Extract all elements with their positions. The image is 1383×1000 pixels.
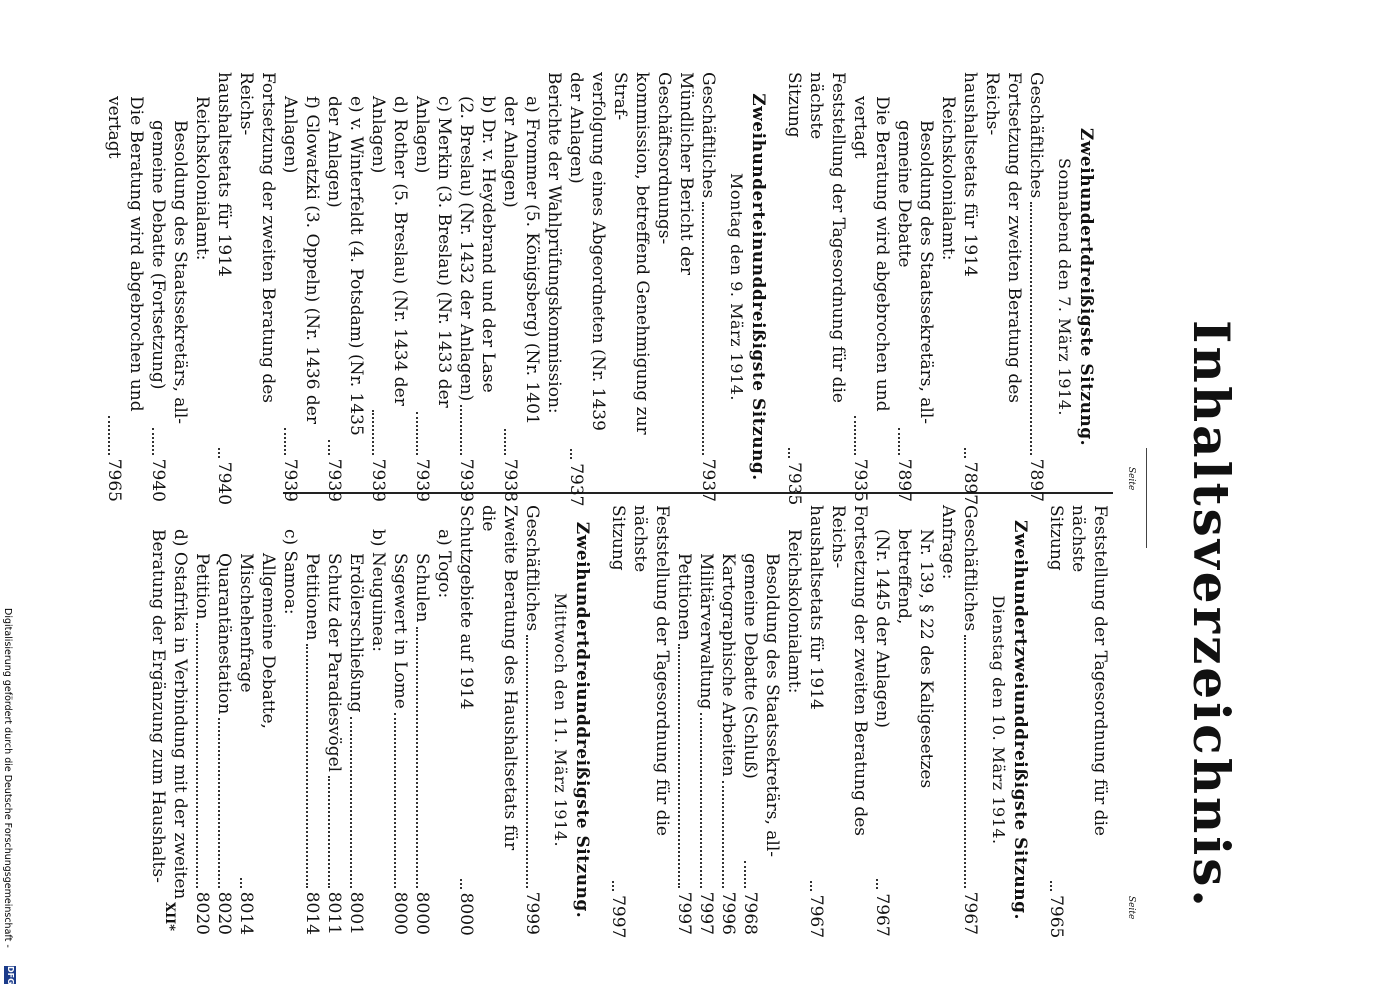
toc-entry-page: 8020 <box>192 891 212 935</box>
toc-entry-page: 8000 <box>456 892 476 936</box>
dot-leader <box>570 449 572 459</box>
toc-entry-label: Feststellung der Tagesordnung für die nächste Sitzung <box>1046 505 1110 836</box>
toc-entry-page: 7965 <box>1046 895 1066 939</box>
dot-leader <box>678 644 680 887</box>
dot-leader <box>108 416 110 455</box>
toc-entry <box>411 72 455 502</box>
toc-entry <box>411 505 433 935</box>
toc-entry <box>455 505 521 935</box>
toc-entry-label: b) Neuguinea: <box>368 529 388 652</box>
dot-leader <box>416 412 418 455</box>
dot-leader <box>526 635 528 888</box>
digitization-note: Digitalisierung gefördert durch die Deutsche Forschungsgemeinschaft - <box>2 608 13 948</box>
toc-entry-label: c) Samoa: <box>280 529 300 615</box>
toc-entry-label: e) v. Winterfeldt (4. Potsdam) (Nr. 1435 der Anlagen) <box>324 96 366 436</box>
left-column <box>103 72 1111 507</box>
toc-entry <box>191 505 213 935</box>
toc-entry-label: Reichskolonialamt: <box>938 96 958 261</box>
toc-entry-page: 7997 <box>696 891 716 935</box>
toc-entry-label: Fortsetzung der zweiten Beratung des Reichs- haushaltsetats für 1914 <box>806 505 870 837</box>
toc-entry-page: 7967 <box>960 891 980 935</box>
toc-entry-label: Petition <box>192 553 212 620</box>
toc-entry <box>103 72 147 502</box>
dot-leader <box>1050 881 1052 891</box>
session-section <box>1053 72 1097 502</box>
toc-entry-label: Geschäftliches <box>522 505 542 632</box>
toc-entry-label: Petitionen <box>302 553 322 641</box>
toc-entry <box>389 505 411 935</box>
toc-entry-label: Schulen <box>412 553 432 623</box>
dfg-logo: DFG <box>6 966 15 985</box>
toc-entry <box>717 505 739 935</box>
toc-entry-label: f) Glowatzki (3. Oppeln) (Nr. 1436 der Anlagen) <box>280 96 322 424</box>
toc-entry-label: Nr. 139, § 22 des Kaligesetzes betreffend, (Nr. 1445 der Anlagen) <box>872 529 936 789</box>
toc-entry <box>213 505 235 935</box>
toc-entry-label: Petitionen <box>674 553 694 641</box>
toc-entry-label: Zweite Beratung des Haushaltsetats für die Schutzgebiete auf 1914 <box>456 505 520 851</box>
dot-leader <box>218 718 220 887</box>
toc-entry-label: Fortsetzung der zweiten Beratung des Reichs- haushaltsetats für 1914 <box>960 72 1024 404</box>
toc-entry-page: 8011 <box>324 891 344 935</box>
dot-leader <box>744 861 746 888</box>
toc-entry-page: 7939 <box>280 458 300 502</box>
toc-entry <box>673 505 695 935</box>
toc-entry-label: Die Beratung wird abgebrochen und vertagt <box>104 96 146 412</box>
session-heading: Zweihundertzweiunddreißigste Sitzung. <box>1010 520 1030 920</box>
session-date: Sonnabend den 7. März 1914. <box>1055 158 1074 416</box>
dot-leader <box>504 429 506 455</box>
toc-entry <box>959 505 981 935</box>
toc-entry-label: Schutz der Paradiesvögel <box>324 553 344 773</box>
session-date: Dienstag den 10. März 1914. <box>989 595 1008 845</box>
dot-leader <box>328 776 330 888</box>
toc-entry-page: 8001 <box>346 891 366 935</box>
toc-entry-label: Quarantänestation <box>214 553 234 715</box>
toc-entry-page: 7940 <box>214 461 234 506</box>
session-heading: Zweihunderteinunddreißigste Sitzung. <box>748 93 768 481</box>
dot-leader <box>460 879 462 889</box>
toc-entry-page: 8020 <box>214 891 234 935</box>
toc-entry <box>235 505 279 935</box>
toc-entry-page: 7997 <box>608 895 628 939</box>
dot-leader <box>876 879 878 889</box>
toc-entry-page: 7897 <box>960 461 980 506</box>
toc-entry <box>783 505 805 935</box>
toc-entry <box>279 72 323 502</box>
right-column <box>147 505 1111 939</box>
dot-leader <box>218 448 220 458</box>
toc-entry-page: 7939 <box>456 458 476 502</box>
seite-label-right: Seite <box>1126 896 1136 920</box>
dot-leader <box>328 440 330 455</box>
toc-entry <box>1045 505 1111 939</box>
toc-entry <box>893 72 937 502</box>
toc-entry-page: 8000 <box>412 891 432 935</box>
toc-entry <box>147 72 191 502</box>
toc-entry <box>499 72 543 502</box>
toc-entry-label: Allgemeine Debatte, Mischehenfrage <box>236 553 278 729</box>
toc-entry <box>959 72 1025 506</box>
toc-entry-label: Ssgewert in Lome <box>390 553 410 709</box>
session-heading: Zweihundertdreißigste Sitzung. <box>1076 127 1096 447</box>
dot-leader <box>700 713 702 887</box>
toc-entry <box>739 505 783 935</box>
title-underline <box>1146 448 1147 548</box>
toc-entry-label: Feststellung der Tagesordnung für die nächste Sitzung <box>608 505 672 836</box>
toc-entry-page: 7897 <box>894 458 914 502</box>
toc-entry-page: 7935 <box>784 462 804 506</box>
toc-entry-label: Reichskolonialamt: <box>784 529 804 694</box>
dot-leader <box>196 623 198 887</box>
toc-entry-label: a) Togo: <box>434 529 454 599</box>
dot-leader <box>394 713 396 888</box>
toc-entry-page: 8014 <box>302 891 322 935</box>
toc-entry-label: b) Dr. v. Heydebrand und der Lase (2. Breslau) (Nr. 1432 der Anlagen) <box>456 96 498 402</box>
toc-entry-page: 7897 <box>1026 458 1046 502</box>
toc-entry-label: c) Merkin (3. Breslau) (Nr. 1433 der Anlagen) <box>412 96 454 408</box>
toc-entry-page: 8014 <box>236 891 256 936</box>
dot-leader <box>240 878 242 888</box>
toc-entry <box>147 505 191 935</box>
toc-entry-page: 7939 <box>412 458 432 502</box>
toc-entry <box>695 505 717 935</box>
dot-leader <box>306 644 308 887</box>
toc-entry-label: Mündlicher Bericht der Geschäftsordnungs- kommission, betreffend Genehmigung zur Straf- verfolgung eines Abgeordneten (Nr. 1439 der Anlagen) <box>566 72 696 435</box>
toc-entry-page: 8000 <box>390 891 410 935</box>
dot-leader <box>722 781 724 888</box>
toc-entry-page: 7937 <box>698 458 718 502</box>
session-date: Mittwoch den 11. März 1914. <box>551 592 570 848</box>
toc-entry-page: 7996 <box>718 891 738 935</box>
toc-entry-label: Berichte der Wahlprüfungskommission: <box>544 72 564 414</box>
toc-entry-label: a) Frommer (5. Königsberg) (Nr. 1401 der Anlagen) <box>500 96 542 425</box>
toc-entry <box>301 505 323 935</box>
toc-entry <box>697 72 719 502</box>
toc-entry <box>213 72 279 506</box>
toc-entry-label: Kartographische Arbeiten <box>718 553 738 777</box>
toc-entry <box>937 72 959 502</box>
toc-entry-page: 7937 <box>566 463 586 507</box>
toc-entry-label: Fortsetzung der zweiten Beratung des Reichs- haushaltsetats für 1914 <box>214 72 278 404</box>
session-section <box>987 505 1031 935</box>
dot-leader <box>372 410 374 455</box>
dot-leader <box>854 416 856 455</box>
toc-entry <box>805 505 871 939</box>
toc-entry-page: 7940 <box>148 458 168 502</box>
toc-entry-label: d) Ostafrika in Verbindung mit der zweiten Beratung der Ergänzung zum Haushalts- <box>148 529 190 900</box>
page-marker: XII* <box>162 902 177 932</box>
toc-entry <box>323 505 345 935</box>
toc-entry-label: Besoldung des Staatssekretärs, all- gemeine Debatte (Fortsetzung) <box>148 120 190 425</box>
session-heading: Zweihundertdreiunddreißigste Sitzung. <box>572 521 592 919</box>
toc-entry <box>565 72 697 507</box>
toc-entry-page: 7965 <box>104 458 124 502</box>
toc-entry-label: Geschäftliches <box>1026 72 1046 199</box>
dot-leader <box>788 448 790 458</box>
toc-entry-label: Erdölerschließung <box>346 553 366 713</box>
toc-entry-page: 7968 <box>740 891 760 935</box>
dot-leader <box>612 881 614 891</box>
toc-entry <box>323 72 367 502</box>
toc-entry <box>937 505 959 935</box>
toc-entry <box>543 72 565 502</box>
toc-entry-page: 7967 <box>806 894 826 939</box>
toc-entry-page: 7997 <box>674 891 694 935</box>
toc-entry <box>345 505 367 935</box>
toc-entry-page: 7935 <box>850 458 870 502</box>
toc-entry-label: Feststellung der Tagesordnung für die nächste Sitzung <box>784 72 848 403</box>
toc-entry <box>433 505 455 935</box>
toc-entry-label: Militärverwaltung <box>696 553 716 710</box>
dot-leader <box>964 448 966 458</box>
toc-entry <box>871 505 937 935</box>
toc-entry-label: Reichskolonialamt: <box>192 96 212 261</box>
toc-entry-page: 7939 <box>324 458 344 502</box>
toc-entry <box>367 72 411 502</box>
dot-leader <box>460 405 462 454</box>
toc-entry-label: Geschäftliches <box>960 505 980 632</box>
seite-label-left: Seite <box>1126 467 1136 491</box>
toc-entry-page: 7939 <box>368 458 388 502</box>
dot-leader <box>350 717 352 888</box>
dot-leader <box>702 202 704 455</box>
toc-entry <box>521 505 543 935</box>
session-section <box>549 505 593 935</box>
dot-leader <box>284 428 286 455</box>
dot-leader <box>898 428 900 455</box>
toc-entry <box>279 505 301 935</box>
toc-entry <box>367 505 389 935</box>
toc-entry-page: 7938 <box>500 458 520 502</box>
session-section <box>725 72 769 502</box>
toc-entry-label: d) Rother (5. Breslau) (Nr. 1434 der Anlagen) <box>368 96 410 406</box>
toc-entry <box>455 72 499 502</box>
page-title: Inhaltsverzeichnis. <box>1182 320 1241 910</box>
toc-entry-page: 7967 <box>872 893 892 937</box>
dot-leader <box>810 881 812 891</box>
toc-entry <box>191 72 213 502</box>
toc-entry-label: Besoldung des Staatssekretärs, all- gemeine Debatte (Schluß) <box>740 553 782 858</box>
toc-entry <box>607 505 673 939</box>
toc-entry-label: Geschäftliches <box>698 72 718 199</box>
dot-leader <box>152 428 154 455</box>
dot-leader <box>416 627 418 888</box>
toc-entry-label: Die Beratung wird abgebrochen und vertagt <box>850 96 892 412</box>
toc-entry <box>849 72 893 502</box>
toc-entry-page: 7999 <box>522 891 542 935</box>
dot-leader <box>964 635 966 888</box>
toc-entry <box>783 72 849 506</box>
session-date: Montag den 9. März 1914. <box>727 173 746 401</box>
toc-entry-label: Besoldung des Staatssekretärs, all- gemeine Debatte <box>894 120 936 425</box>
dot-leader <box>1030 202 1032 455</box>
toc-entry-label: Anfrage: <box>938 505 958 580</box>
toc-entry <box>1025 72 1047 502</box>
